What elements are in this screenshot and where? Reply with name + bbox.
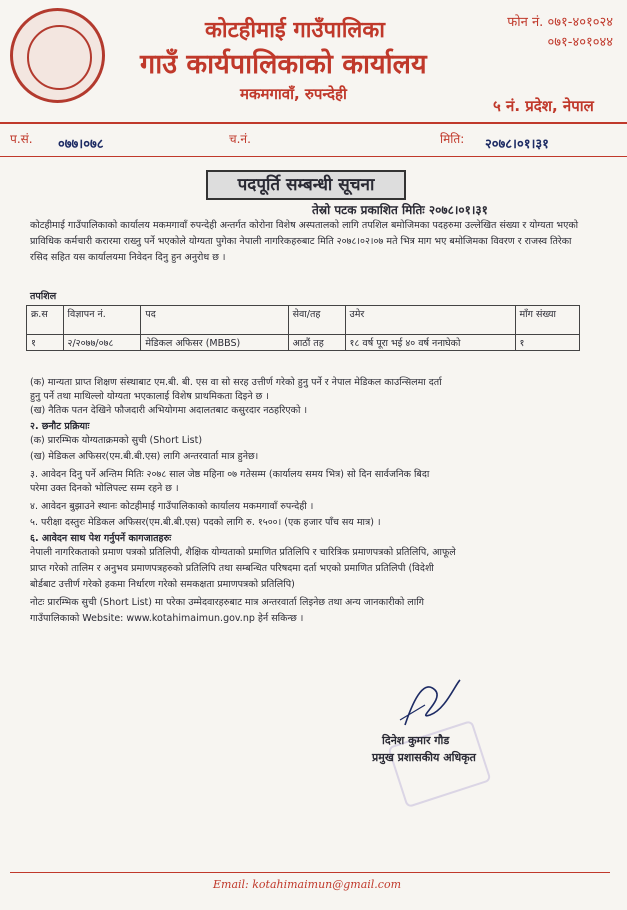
intro-paragraph: कोटहीमाई गाउँपालिकाको कार्यालय मकमगावाँ रुपन्देही अन्तर्गत कोरोना विशेष अस्पतालको लागि तपशिल बमोजिमका पदहरुमा उल्लेखित संख्या र योग्यता भएको प्राविधिक कर्मचारी करारमा राख्नु पर्ने भएकोले योग्यता पुगेका नेपाली नागरिकहरुबाट मिति २०७८।०२।०७ मते भित्र माग भए बमोजिमका विवरण र राजस्व तिरेका रसिद सहित यस कार्यालयमा निवेदन दिनु हुन अनुरोध छ । — [30, 220, 579, 263]
ps-value: ०७७।०७८ — [58, 137, 104, 152]
body-line: बोर्डबाट उत्तीर्ण गरेको हकमा निर्धारण गरेको समकक्षता प्रमाणपत्रको प्रतिलिपि) — [30, 579, 295, 590]
notice-title: पदपूर्ति सम्बन्धी सूचना — [206, 170, 406, 200]
municipality-name: कोटहीमाई गाउँपालिका — [205, 18, 385, 43]
table-header: उमेर — [345, 306, 515, 335]
vacancy-table — [26, 305, 580, 351]
body-line: नेपाली नागरिकताको प्रमाण पत्रको प्रतिलिपी, शैक्षिक योग्यताको प्रमाणित प्रतिलिपि र चारित्रिक प्रमाणपत्रको प्रतिलिपि, आफूले — [30, 547, 456, 558]
body-line: (क) मान्यता प्राप्त शिक्षण संस्थाबाट एम.बी. बी. एस वा सो सरह उत्तीर्ण गरेको हुनु पर्ने र नेपाल मेडिकल काउन्सिलमा दर्ता — [30, 377, 442, 388]
body-line: प्राप्त गरेको तालिम र अनुभव प्रमाणपत्रहरुको प्रतिलिपि तथा सम्बन्धित परिषदमा दर्ता भएको प्रमाणित प्रतिलिपी (विदेशी — [30, 563, 434, 574]
table-header: क्र.स — [27, 306, 64, 335]
date-label: मिति: — [440, 132, 465, 146]
table-header: पद — [141, 306, 288, 335]
body-line: ५. परीक्षा दस्तुरः मेडिकल अफिसर(एम.बी.बी.एस) पदको लागि रु. १५००। (एक हजार पाँच सय मात्र) । — [30, 517, 381, 528]
phone-label: फोन नं. — [507, 15, 544, 30]
province: ५ नं. प्रदेश, नेपाल — [493, 97, 594, 115]
table-header: विज्ञापन नं. — [63, 306, 141, 335]
signature-scribble — [395, 675, 465, 730]
table-cell: १ — [515, 335, 580, 351]
phone-number-2: ०७१-४०१०४४ — [547, 35, 613, 50]
body-line: ३. आवेदन दिनु पर्ने अन्तिम मितिः २०७८ साल जेष्ठ महिना ०७ गतेसम्म (कार्यालय समय भित्र) सो दिन सार्वजनिक बिदा — [30, 469, 430, 480]
body-line: नोटः प्रारम्भिक सुची (Short List) मा परेका उम्मेदवारहरुबाट मात्र अन्तरवार्ता लिइनेछ तथा अन्य जानकारीको लागि — [30, 597, 425, 608]
table-header-row — [27, 306, 580, 335]
body-line: परेमा उक्त दिनको भोलिपल्ट सम्म रहने छ । — [30, 483, 179, 494]
table-cell: २/२०७७/०७८ — [63, 335, 141, 351]
phone-number-1: ०७१-४०१०२४ — [547, 15, 613, 30]
table-header: माँग संख्या — [515, 306, 580, 335]
municipality-logo — [10, 8, 105, 103]
body-line: २. छनौट प्रक्रियाः — [30, 421, 90, 432]
meta-divider — [0, 156, 627, 157]
phone-line-1 — [507, 12, 613, 30]
table-row — [27, 335, 580, 351]
header-divider — [0, 122, 627, 124]
body-line: (ख) मेडिकल अफिसर(एम.बी.बी.एस) लागि अन्तरवार्ता मात्र हुनेछ। — [30, 451, 259, 462]
tapshil-label: तपशिल — [30, 291, 57, 302]
footer-divider — [10, 872, 610, 873]
body-line: हुनु पर्ने तथा माथिल्लो योग्यता भएकालाई विशेष प्राथमिकता दिइने छ । — [30, 391, 269, 402]
cn-label: च.नं. — [229, 132, 251, 146]
body-line: ६. आवेदन साथ पेश गर्नुपर्ने कागजातहरुः — [30, 533, 172, 544]
signatory-name: दिनेश कुमार गौड — [382, 734, 450, 747]
table-cell: आठौं तह — [288, 335, 345, 351]
table-cell: १ — [27, 335, 64, 351]
table-cell: १८ वर्ष पूरा भई ४० वर्ष ननाघेको — [345, 335, 515, 351]
published-date: तेस्रो पटक प्रकाशित मितिः २०७८।०१।३१ — [312, 203, 488, 217]
body-line: ४. आवेदन बुझाउने स्थानः कोटहीमाई गाउँपालिकाको कार्यालय मकमगावाँ रुपन्देही । — [30, 501, 314, 512]
body-line: (क) प्रारम्भिक योग्यताक्रमको सुची (Short List) — [30, 435, 203, 446]
table-cell: मेडिकल अफिसर (MBBS) — [141, 335, 288, 351]
signatory-designation: प्रमुख प्रशासकीय अधिकृत — [372, 751, 476, 764]
body-line: (ख) नैतिक पतन देखिने फौजदारी अभियोगमा अदालतबाट कसुरदार नठहरिएको । — [30, 405, 308, 416]
ps-label: प.सं. — [10, 132, 33, 146]
footer-email: Email: kotahimaimun@gmail.com — [213, 878, 402, 891]
table-header: सेवा/तह — [288, 306, 345, 335]
office-name: गाउँ कार्यपालिकाको कार्यालय — [140, 49, 427, 80]
body-line: गाउँपालिकाको Website: www.kotahimaimun.gov.np हेर्न सकिन्छ । — [30, 613, 304, 624]
district-address: मकमगावाँ, रुपन्देही — [240, 85, 347, 103]
date-value: २०७८।०१।३१ — [485, 137, 549, 152]
